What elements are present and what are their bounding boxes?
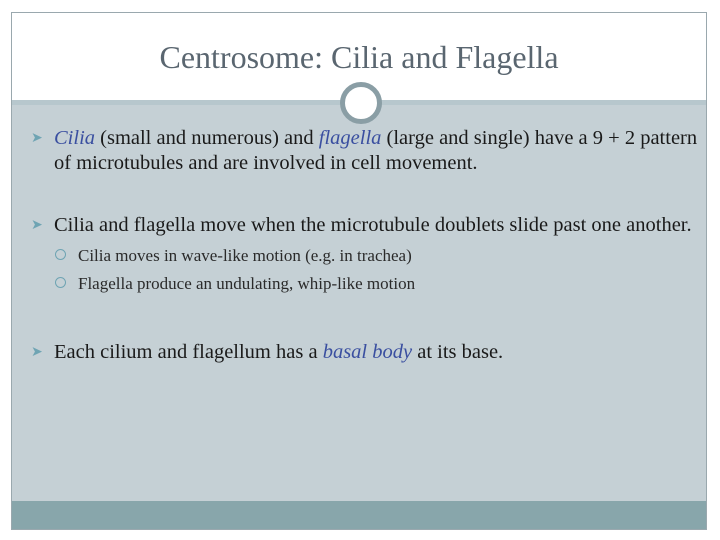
hollow-circle-bullet-icon — [55, 277, 66, 288]
slide-title: Centrosome: Cilia and Flagella — [159, 39, 559, 75]
bullet-text: (small and numerous) and — [95, 127, 319, 149]
bullet-item-3 — [31, 340, 701, 365]
footer-bar — [12, 501, 706, 529]
bullet-item-1 — [31, 126, 701, 176]
slide — [11, 12, 707, 530]
term-flagella: flagella — [318, 127, 382, 149]
ring-icon — [340, 82, 382, 124]
wedge-bullet-icon: ➤ — [31, 130, 43, 146]
wedge-bullet-icon: ➤ — [31, 217, 43, 233]
bullet-list — [31, 126, 701, 365]
sub-bullet-text: Cilia moves in wave-like motion (e.g. in trachea) — [78, 246, 412, 265]
wedge-bullet-icon: ➤ — [31, 344, 43, 360]
bullet-text: at its base. — [412, 341, 504, 363]
sub-bullet-text: Flagella produce an undulating, whip-like motion — [78, 274, 416, 293]
bullet-item-2 — [31, 213, 701, 238]
hollow-circle-bullet-icon — [55, 249, 66, 260]
bullet-text: (large and single) have a 9 + 2 pattern of microtubules and are involved in cell movement. — [54, 127, 698, 174]
bullet-text: Cilia and flagella move when the microtubule doublets slide past one another. — [54, 214, 692, 236]
term-cilia: Cilia — [54, 127, 96, 149]
bullet-text: Each cilium and flagellum has a — [54, 341, 323, 363]
sub-bullet-item-1 — [31, 242, 701, 270]
sub-bullet-item-2 — [31, 270, 701, 298]
term-basal-body: basal body — [322, 341, 413, 363]
